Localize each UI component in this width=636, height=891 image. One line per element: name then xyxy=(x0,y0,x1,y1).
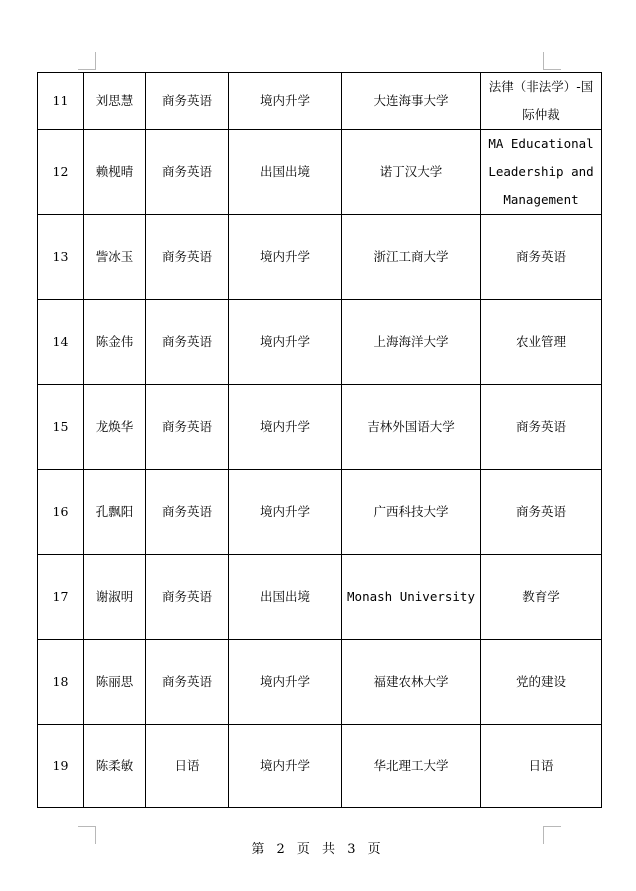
current-page-number: 2 xyxy=(276,842,289,857)
admitted-school: 广西科技大学 xyxy=(342,470,481,555)
footer-suffix: 页 xyxy=(367,842,385,857)
total-pages-number: 3 xyxy=(347,842,360,857)
table-row xyxy=(38,300,602,385)
major: 商务英语 xyxy=(146,130,229,215)
admitted-program: 教育学 xyxy=(481,555,602,640)
destination-type: 境内升学 xyxy=(229,725,342,808)
table-row xyxy=(38,385,602,470)
row-number: 12 xyxy=(38,130,84,215)
admitted-program: 商务英语 xyxy=(481,470,602,555)
student-name: 刘思慧 xyxy=(84,73,146,130)
page-footer xyxy=(0,838,636,857)
table-row xyxy=(38,215,602,300)
row-number: 17 xyxy=(38,555,84,640)
admitted-school: 华北理工大学 xyxy=(342,725,481,808)
major: 商务英语 xyxy=(146,640,229,725)
table-row xyxy=(38,640,602,725)
admitted-program: MA Educational Leadership and Management xyxy=(481,130,602,215)
major: 商务英语 xyxy=(146,385,229,470)
row-number: 19 xyxy=(38,725,84,808)
admitted-school: 福建农林大学 xyxy=(342,640,481,725)
row-number: 13 xyxy=(38,215,84,300)
row-number: 15 xyxy=(38,385,84,470)
destination-type: 出国出境 xyxy=(229,130,342,215)
table-row xyxy=(38,470,602,555)
admitted-program: 法律（非法学）-国际仲裁 xyxy=(481,73,602,130)
row-number: 11 xyxy=(38,73,84,130)
destination-type: 境内升学 xyxy=(229,73,342,130)
crop-mark-top-left xyxy=(78,52,96,70)
student-name: 陈金伟 xyxy=(84,300,146,385)
crop-mark-top-right xyxy=(543,52,561,70)
destination-type: 境内升学 xyxy=(229,215,342,300)
admitted-school: 浙江工商大学 xyxy=(342,215,481,300)
admitted-school: 大连海事大学 xyxy=(342,73,481,130)
destination-type: 境内升学 xyxy=(229,300,342,385)
admitted-program: 商务英语 xyxy=(481,215,602,300)
table-row xyxy=(38,73,602,130)
admitted-program: 农业管理 xyxy=(481,300,602,385)
student-name: 谢淑明 xyxy=(84,555,146,640)
major: 商务英语 xyxy=(146,555,229,640)
table-row xyxy=(38,725,602,808)
row-number: 16 xyxy=(38,470,84,555)
student-name: 陈丽思 xyxy=(84,640,146,725)
student-name: 孔飘阳 xyxy=(84,470,146,555)
major: 商务英语 xyxy=(146,73,229,130)
admitted-program: 日语 xyxy=(481,725,602,808)
admission-table xyxy=(37,72,602,808)
row-number: 14 xyxy=(38,300,84,385)
major: 商务英语 xyxy=(146,300,229,385)
major: 商务英语 xyxy=(146,470,229,555)
admitted-school: 诺丁汉大学 xyxy=(342,130,481,215)
student-name: 赖枧晴 xyxy=(84,130,146,215)
admitted-school: 吉林外国语大学 xyxy=(342,385,481,470)
footer-prefix: 第 xyxy=(251,842,269,857)
destination-type: 境内升学 xyxy=(229,640,342,725)
admitted-program: 党的建设 xyxy=(481,640,602,725)
admitted-school: Monash University xyxy=(342,555,481,640)
row-number: 18 xyxy=(38,640,84,725)
student-name: 陈柔敏 xyxy=(84,725,146,808)
destination-type: 境内升学 xyxy=(229,385,342,470)
destination-type: 出国出境 xyxy=(229,555,342,640)
major: 商务英语 xyxy=(146,215,229,300)
destination-type: 境内升学 xyxy=(229,470,342,555)
admitted-school: 上海海洋大学 xyxy=(342,300,481,385)
major: 日语 xyxy=(146,725,229,808)
table-row xyxy=(38,130,602,215)
student-name: 龙焕华 xyxy=(84,385,146,470)
footer-middle: 页 共 xyxy=(296,842,340,857)
admitted-program: 商务英语 xyxy=(481,385,602,470)
table-row xyxy=(38,555,602,640)
student-name: 訾冰玉 xyxy=(84,215,146,300)
